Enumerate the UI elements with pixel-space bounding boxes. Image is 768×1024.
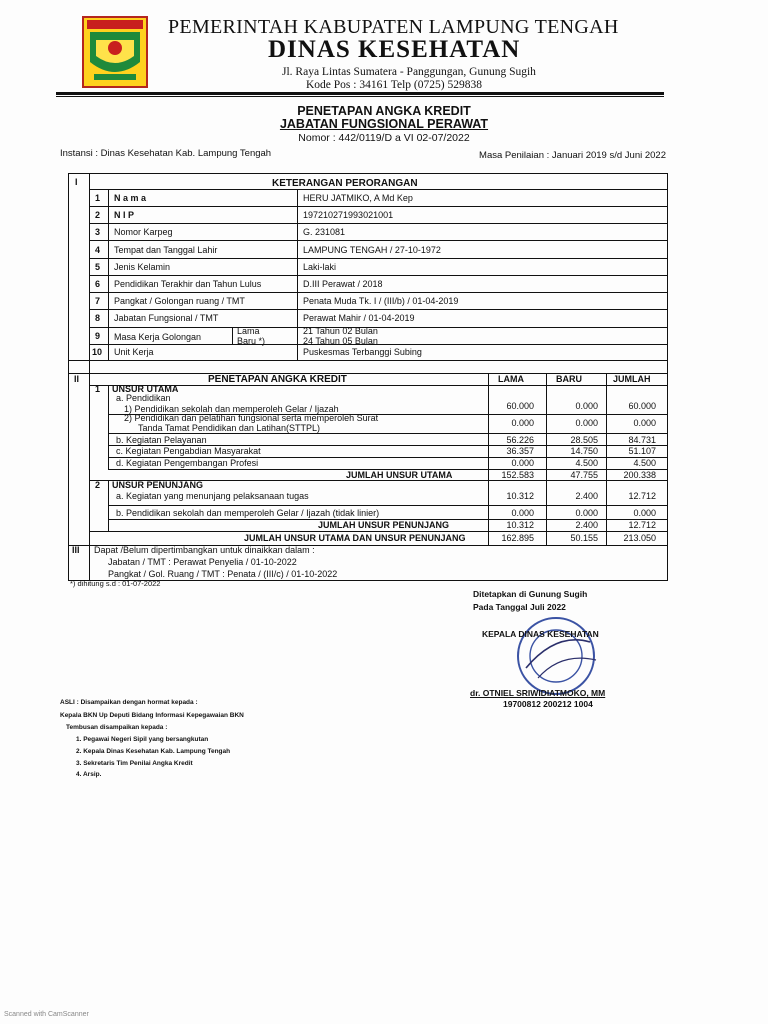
tembusan-item: 2. Kepala Dinas Kesehatan Kab. Lampung Tengah <box>76 748 231 755</box>
row-line <box>108 505 668 506</box>
kepada-text: Kepala BKN Up Deputi Bidang Informasi Kepegawaian BKN <box>60 712 244 719</box>
d-baru: 4.500 <box>575 458 598 468</box>
row-label: Tempat dan Tanggal Lahir <box>114 245 218 255</box>
jumlah-penunjang-label: JUMLAH UNSUR PENUNJANG <box>318 520 450 530</box>
tembusan-item: 3. Sekretaris Tim Penilai Angka Kredit <box>76 760 193 767</box>
row-line <box>89 275 668 276</box>
jumlah-total-label: JUMLAH UNSUR UTAMA DAN UNSUR PENUNJANG <box>244 533 466 543</box>
row-no: 6 <box>95 279 101 289</box>
row-no: 3 <box>95 227 101 237</box>
d-jumlah: 4.500 <box>633 458 656 468</box>
row-label: N I P <box>114 210 135 220</box>
pengabdian-label: c. Kegiatan Pengabdian Masyarakat <box>116 446 261 456</box>
pa-jumlah: 12.712 <box>628 491 656 501</box>
b-jumlah: 84.731 <box>628 435 656 445</box>
b-baru: 28.505 <box>570 435 598 445</box>
tembusan-item: 4. Arsip. <box>76 771 102 778</box>
row-line <box>68 360 668 361</box>
pb-jumlah: 0.000 <box>633 508 656 518</box>
col-jumlah-header: JUMLAH <box>613 374 651 384</box>
section-roman-i: I <box>75 177 78 187</box>
p2-lama: 0.000 <box>511 418 534 428</box>
row-line <box>108 433 668 434</box>
p1-baru: 0.000 <box>575 401 598 411</box>
unsur-penunjang-no: 2 <box>95 480 101 490</box>
tembusan-item: 1. Pegawai Negeri Sipil yang bersangkutan <box>76 736 209 743</box>
jumlah-utama-label: JUMLAH UNSUR UTAMA <box>346 470 453 480</box>
row-label: Jenis Kelamin <box>114 262 171 272</box>
tembusan-text: Tembusan disampaikan kepada : <box>66 724 168 731</box>
row-value: LAMPUNG TENGAH / 27-10-1972 <box>303 245 441 255</box>
header-agency: DINAS KESEHATAN <box>268 36 521 63</box>
pelatihan-label-2: Tanda Tamat Pendidikan dan Latihan(STTPL) <box>138 423 320 433</box>
pertimbangan-text: Dapat /Belum dipertimbangkan untuk dinaikkan dalam : <box>94 545 315 555</box>
row-line <box>89 531 668 532</box>
row-line <box>89 344 668 345</box>
row-no: 9 <box>95 331 101 341</box>
section-roman-iii: III <box>72 545 80 555</box>
jml-total-baru: 50.155 <box>570 533 598 543</box>
c-lama: 36.357 <box>506 446 534 456</box>
row-line <box>89 206 668 207</box>
row-no: 8 <box>95 313 101 323</box>
row-value: 197210271993021001 <box>303 210 394 220</box>
masa-kerja-lama-label: Lama <box>237 326 260 336</box>
pendidikan-label: a. Pendidikan <box>116 393 171 403</box>
jml-utama-lama: 152.583 <box>501 470 534 480</box>
d-lama: 0.000 <box>511 458 534 468</box>
row-value: Perawat Mahir / 01-04-2019 <box>303 313 415 323</box>
jml-total-jumlah: 213.050 <box>623 533 656 543</box>
col-line <box>89 173 90 581</box>
jml-penunjang-jumlah: 12.712 <box>628 520 656 530</box>
row-value: Puskesmas Terbanggi Subing <box>303 347 422 357</box>
p2-jumlah: 0.000 <box>633 418 656 428</box>
row-no: 10 <box>92 347 103 357</box>
pangkat-tmt: Pangkat / Gol. Ruang / TMT : Penata / (III/c) / 01-10-2022 <box>108 569 338 579</box>
footnote: *) dihitung s.d : 01-07-2022 <box>70 579 161 588</box>
row-label: Nomor Karpeg <box>114 227 173 237</box>
asli-text: ASLI : Disampaikan dengan hormat kepada : <box>60 699 198 706</box>
signatory-nip: 19700812 200212 1004 <box>503 699 593 709</box>
row-value: G. 231081 <box>303 227 346 237</box>
row-no: 4 <box>95 245 101 255</box>
row-value: Penata Muda Tk. I / (III/b) / 01-04-2019 <box>303 296 459 306</box>
col-line <box>232 327 233 344</box>
pendidikan-sekolah-label: 1) Pendidikan sekolah dan memperoleh Gelar / Ijazah <box>124 404 339 414</box>
kabupaten-logo <box>82 16 148 88</box>
header-government: PEMERINTAH KABUPATEN LAMPUNG TENGAH <box>168 16 619 38</box>
row-line <box>89 240 668 241</box>
kepala-dinas-title: KEPALA DINAS KESEHATAN <box>482 629 599 639</box>
instansi: Instansi : Dinas Kesehatan Kab. Lampung Tengah <box>60 148 272 159</box>
header-contact: Kode Pos : 34161 Telp (0725) 529838 <box>306 79 482 91</box>
jml-penunjang-lama: 10.312 <box>506 520 534 530</box>
penunjang-tugas-label: a. Kegiatan yang menunjang pelaksanaan tugas <box>116 491 309 501</box>
col-lama-header: LAMA <box>498 374 524 384</box>
unsur-penunjang-title: UNSUR PENUNJANG <box>112 480 204 490</box>
row-value: Laki-laki <box>303 262 337 272</box>
jml-utama-baru: 47.755 <box>570 470 598 480</box>
row-value: D.III Perawat / 2018 <box>303 279 383 289</box>
unsur-utama-no: 1 <box>95 384 101 394</box>
row-line <box>89 309 668 310</box>
unsur-utama-title: UNSUR UTAMA <box>112 384 179 394</box>
pengembangan-label: d. Kegiatan Pengembangan Profesi <box>116 458 259 468</box>
row-label: Masa Kerja Golongan <box>114 332 202 342</box>
c-jumlah: 51.107 <box>628 446 656 456</box>
header-divider-thin <box>56 96 664 97</box>
row-line <box>89 189 668 190</box>
pelayanan-label: b. Kegiatan Pelayanan <box>116 435 207 445</box>
header-divider <box>56 92 664 95</box>
row-line <box>89 258 668 259</box>
row-no: 7 <box>95 296 101 306</box>
c-baru: 14.750 <box>570 446 598 456</box>
row-no: 5 <box>95 262 101 272</box>
header-address: Jl. Raya Lintas Sumatera - Panggungan, Gunung Sugih <box>282 66 536 78</box>
masa-kerja-baru-value: 24 Tahun 05 Bulan <box>303 336 378 346</box>
signatory-name: dr. OTNIEL SRIWIDIATMOKO, MM <box>470 688 606 698</box>
p1-jumlah: 60.000 <box>628 401 656 411</box>
row-label: Pangkat / Golongan ruang / TMT <box>114 296 245 306</box>
p1-lama: 60.000 <box>506 401 534 411</box>
col-line <box>108 480 109 531</box>
pelatihan-label: 2) Pendidikan dan pelatihan fungsional serta memperoleh Surat <box>124 413 379 423</box>
section-roman-ii: II <box>74 374 80 384</box>
b-lama: 56.226 <box>506 435 534 445</box>
pada-tanggal: Pada Tanggal Juli 2022 <box>473 602 566 612</box>
pb-lama: 0.000 <box>511 508 534 518</box>
row-label: N a m a <box>114 193 147 203</box>
ditetapkan-di: Ditetapkan di Gunung Sugih <box>473 589 588 599</box>
section-ii-heading: PENETAPAN ANGKA KREDIT <box>208 374 347 385</box>
jml-penunjang-baru: 2.400 <box>575 520 598 530</box>
col-baru-header: BARU <box>556 374 582 384</box>
scanner-watermark: Scanned with CamScanner <box>4 1011 89 1018</box>
row-line <box>89 292 668 293</box>
section-i-heading: KETERANGAN PERORANGAN <box>272 178 418 189</box>
row-no: 2 <box>95 210 101 220</box>
col-line <box>108 385 109 469</box>
masa-kerja-lama-value: 21 Tahun 02 Bulan <box>303 326 378 336</box>
pa-baru: 2.400 <box>575 491 598 501</box>
jabatan-tmt: Jabatan / TMT : Perawat Penyelia / 01-10-2022 <box>108 557 297 567</box>
official-stamp <box>486 612 614 698</box>
row-line <box>89 223 668 224</box>
row-label: Pendidikan Terakhir dan Tahun Lulus <box>114 279 262 289</box>
masa-kerja-baru-label: Baru *) <box>237 336 266 346</box>
jml-utama-jumlah: 200.338 <box>623 470 656 480</box>
penunjang-ijazah-label: b. Pendidikan sekolah dan memperoleh Gelar / Ijazah (tidak linier) <box>116 508 380 518</box>
pb-baru: 0.000 <box>575 508 598 518</box>
document-number: Nomor : 442/0119/D a VI 02-07/2022 <box>298 132 470 144</box>
jml-total-lama: 162.895 <box>501 533 534 543</box>
document-subtitle: JABATAN FUNGSIONAL PERAWAT <box>279 117 489 131</box>
row-value: HERU JATMIKO, A Md Kep <box>303 193 413 203</box>
row-no: 1 <box>95 193 101 203</box>
row-label: Unit Kerja <box>114 347 154 357</box>
row-label: Jabatan Fungsional / TMT <box>114 313 219 323</box>
document-title: PENETAPAN ANGKA KREDIT <box>297 104 471 118</box>
pa-lama: 10.312 <box>506 491 534 501</box>
row-line <box>89 327 668 328</box>
p2-baru: 0.000 <box>575 418 598 428</box>
masa-penilaian: Masa Penilaian : Januari 2019 s/d Juni 2022 <box>479 150 666 161</box>
